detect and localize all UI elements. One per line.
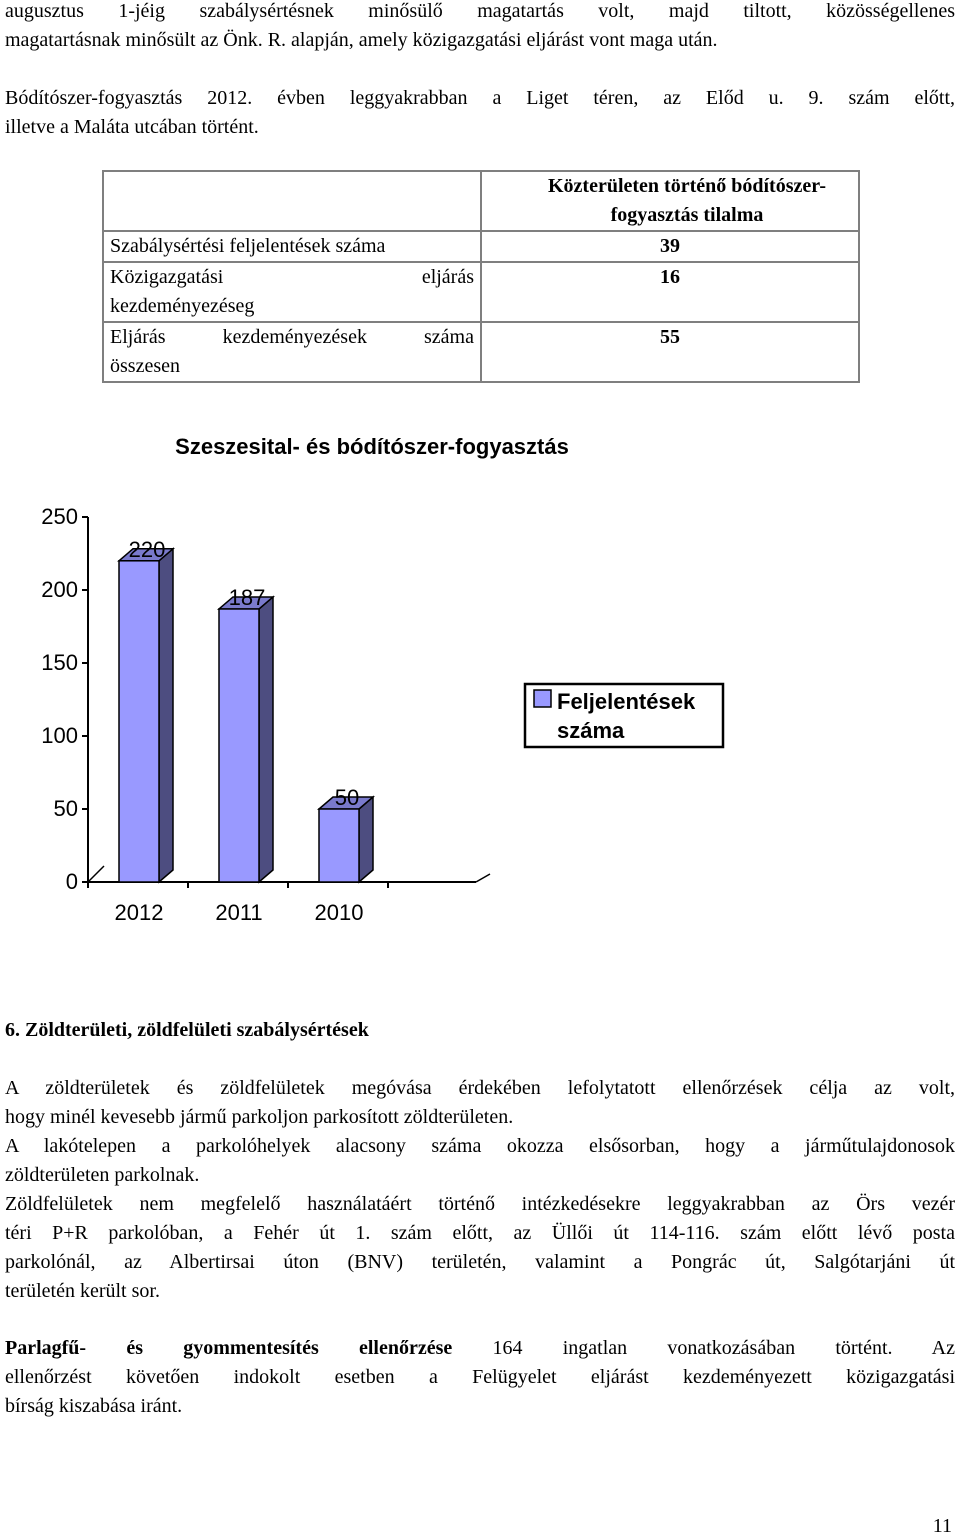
table-header-empty-cell [103,171,481,231]
paragraph-bold-term: Parlagfű- és gyommentesítés ellenőrzése [5,1337,453,1359]
table-row-label-line: Közigazgatási eljárás [110,266,474,288]
bar-chart [0,420,960,920]
legend-swatch [534,690,551,707]
bar [119,561,159,882]
bar-side [259,597,273,882]
section-paragraph-3 [5,1190,955,1306]
intro-line-3: Bódítószer-fogyasztás 2012. évben leggyakrabban a Liget téren, az Előd u. 9. szám előtt, [5,87,955,109]
intro-paragraph-2 [5,84,955,142]
paragraph-line: Zöldfelületek nem megfelelő használatáért történő intézkedésekre leggyakrabban az Örs vezér [5,1193,955,1215]
y-tick-label: 200 [41,577,78,602]
table-row-label [103,231,481,262]
table-row-label-line: Eljárás kezdeményezések száma [110,326,474,348]
floor-edge [476,874,490,882]
section-paragraph-4 [5,1334,955,1421]
y-tick-label: 150 [41,650,78,675]
paragraph-line: területén került sor. [5,1280,160,1302]
paragraph-line: A zöldterületek és zöldfelületek megóvása érdekében lefolytatott ellenőrzések célja az volt, [5,1077,955,1099]
bar-side [159,549,173,882]
paragraph-line: hogy minél kevesebb jármű parkoljon parkosított zöldterületen. [5,1106,514,1128]
table-row [103,231,859,262]
intro-paragraph-1 [5,0,955,55]
table-row-label [103,262,481,322]
paragraph-line: bírság kiszabása iránt. [5,1395,183,1417]
table-row-value: 39 [481,231,859,262]
x-tick-label: 2012 [114,900,164,920]
paragraph-line: A lakótelepen a parkolóhelyek alacsony száma okozza elsősorban, hogy a járműtulajdonosok [5,1135,955,1157]
y-tick-label: 0 [65,869,78,894]
page-number: 11 [932,1515,952,1537]
legend-label-line-2: száma [557,718,625,743]
paragraph-line: ellenőrzést követően indokolt esetben a Felügyelet eljárást kezdeményezett közigazgatási [5,1366,955,1388]
section-paragraph-2 [5,1132,955,1190]
table-header-cell [481,171,859,231]
y-tick-label: 50 [53,796,78,821]
chart-title: Szeszesital- és bódítószer-fogyasztás [175,434,569,459]
paragraph-line [5,1334,955,1363]
y-tick-label: 250 [41,504,78,529]
table-row [103,322,859,382]
section-heading: 6. Zöldterületi, zöldfelületi szabálysértések [5,1019,369,1041]
data-label: 187 [228,584,266,610]
intro-line-2: magatartásnak minősült az Önk. R. alapján, amely közigazgatási eljárást vont maga után. [5,29,718,51]
statistics-table [102,170,860,383]
paragraph-line: zöldterületen parkolnak. [5,1164,200,1186]
bar [219,609,259,882]
bar-side [359,797,373,882]
paragraph-text: 164 ingatlan vonatkozásában történt. Az [492,1337,955,1359]
table-row-value: 55 [481,322,859,382]
table-row [103,262,859,322]
paragraph-line: téri P+R parkolóban, a Fehér út 1. szám előtt, az Üllői út 114-116. szám előtt lévő posta [5,1222,955,1244]
table-header-line-1: Közterületen történő bódítószer- [547,175,827,197]
chart-legend [525,684,723,747]
data-label: 50 [334,785,360,810]
table-row-value: 16 [481,262,859,322]
section-paragraph-1 [5,1074,955,1132]
paragraph-line: parkolónál, az Albertirsai úton (BNV) területén, valamint a Pongrác út, Salgótarjáni út [5,1251,955,1273]
y-tick-label: 100 [41,723,78,748]
table-header-line-2: fogyasztás tilalma [610,204,764,226]
table-row-label-line: összesen [110,355,180,377]
table-row-label [103,322,481,382]
x-tick-label: 2010 [314,900,364,920]
data-label: 220 [128,536,166,562]
intro-line-1: augusztus 1-jéig szabálysértésnek minősülő magatartás volt, majd tiltott, közösségellenes [5,0,955,22]
floor-edge [88,866,104,882]
table-header-row [103,171,859,231]
table-row-label-line: kezdeményezéseg [110,295,255,317]
intro-line-4: illetve a Maláta utcában történt. [5,116,259,138]
legend-label-line-1: Feljelentések [557,689,696,714]
table-row-label-line: Szabálysértési feljelentések száma [110,235,386,257]
bar [319,809,359,882]
x-tick-label: 2011 [215,900,263,920]
